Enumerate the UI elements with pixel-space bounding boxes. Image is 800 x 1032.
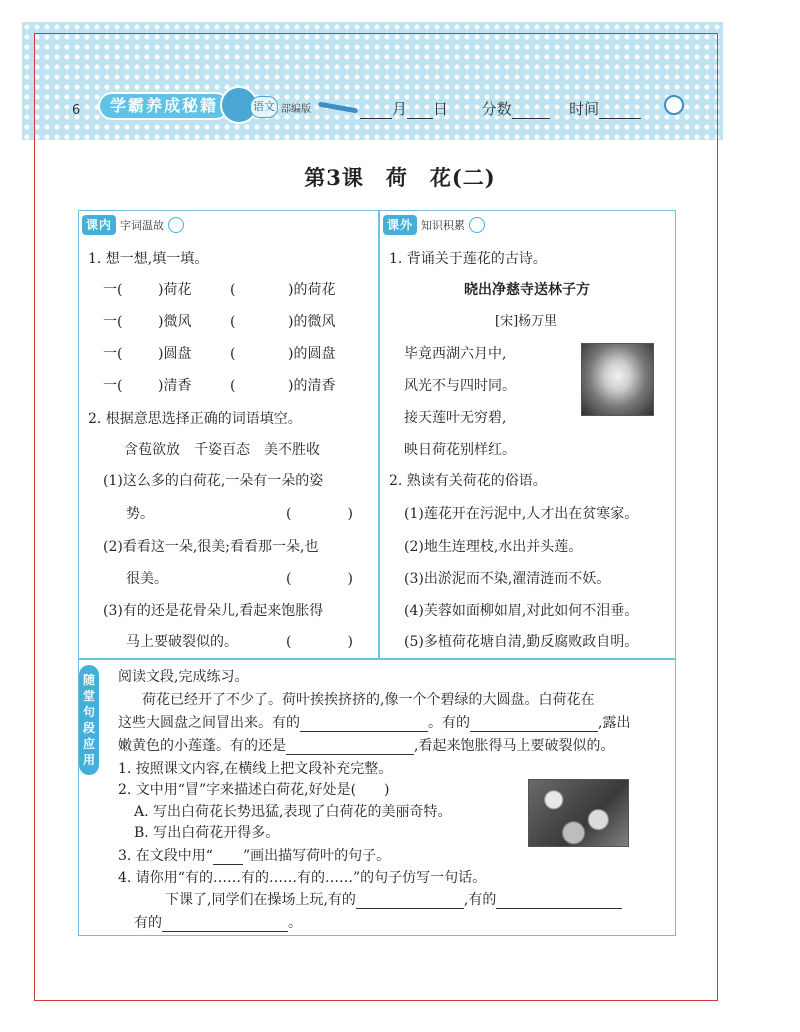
- q1-cell[interactable]: )荷花: [158, 282, 192, 298]
- score-blank[interactable]: [512, 104, 550, 119]
- q1-cell[interactable]: )的清香: [288, 378, 336, 394]
- q4-text: 。: [288, 915, 302, 931]
- q2-item-line2: 势。: [126, 506, 154, 522]
- q1-cell[interactable]: )微风: [158, 314, 192, 330]
- month-label: 月: [392, 100, 408, 118]
- book-icon: [168, 217, 184, 233]
- edition-label: 部编版: [281, 104, 311, 115]
- passage-blank[interactable]: [286, 739, 414, 755]
- passage-text: 嫩黄色的小莲蓬。有的还是: [118, 738, 286, 754]
- saying-item: (2)地生连理枝,水出并头莲。: [404, 539, 583, 555]
- q2-option-a[interactable]: A. 写出白荷花长势迅猛,表现了白荷花的美丽奇特。: [134, 804, 452, 820]
- right-tag-text: 知识积累: [421, 219, 466, 232]
- day-label: 日: [433, 100, 449, 118]
- q1-cell: 一(: [103, 378, 123, 394]
- saying-item: (3)出淤泥而不染,濯清涟而不妖。: [404, 571, 611, 587]
- passage-text: 这些大圆盘之间冒出来。有的: [118, 715, 300, 731]
- passage-text: 。有的: [428, 715, 470, 731]
- side-label: [79, 665, 99, 775]
- q1-cell: (: [230, 346, 236, 362]
- poem-line: 映日荷花别样红。: [404, 442, 516, 458]
- q4-text: 有的: [134, 915, 162, 931]
- right-q2-title: 2. 熟读有关荷花的俗语。: [389, 473, 547, 489]
- q2-answer-paren[interactable]: ( ): [286, 506, 353, 522]
- month-blank[interactable]: [360, 104, 392, 119]
- word-bank: 含苞欲放 千姿百态 美不胜收: [124, 442, 320, 458]
- passage-line: [118, 737, 614, 755]
- page-number: 6: [72, 103, 81, 118]
- q1-cell[interactable]: )清香: [158, 378, 192, 394]
- saying-item: (5)多植荷花塘自清,勤反腐败政自明。: [404, 634, 639, 650]
- side-label-char: 应: [82, 737, 95, 751]
- clock-icon: [664, 95, 684, 115]
- day-blank[interactable]: [407, 104, 433, 119]
- reading-instruction: 阅读文段,完成练习。: [118, 669, 249, 685]
- left-q1-title: 1. 想一想,填一填。: [88, 251, 209, 267]
- left-q2-title: 2. 根据意思选择正确的词语填空。: [88, 411, 302, 427]
- q2-answer-paren[interactable]: ( ): [286, 571, 353, 587]
- lotus-pond-photo: [528, 779, 629, 847]
- bottom-q2: 2. 文中用“冒”字来描述白荷花,好处是( ): [118, 782, 390, 798]
- q3-line-sample: [213, 852, 243, 865]
- side-label-char: 句: [82, 705, 95, 719]
- q1-cell: 一(: [103, 314, 123, 330]
- q4-blank[interactable]: [356, 893, 464, 909]
- lotus-photo: [581, 343, 654, 416]
- q2-answer-paren[interactable]: ( ): [286, 634, 353, 650]
- side-label-char: 段: [82, 721, 95, 735]
- subject-badge: 语文: [250, 96, 278, 118]
- q4-line: [134, 914, 302, 932]
- q1-cell: 一(: [103, 282, 123, 298]
- q4-blank[interactable]: [496, 893, 622, 909]
- side-label-char: 堂: [82, 689, 95, 703]
- lesson-title: 第3课 荷 花(二): [304, 165, 496, 190]
- q1-cell: (: [230, 314, 236, 330]
- passage-text: ,看起来饱胀得马上要破裂似的。: [414, 738, 615, 754]
- right-q1-title: 1. 背诵关于莲花的古诗。: [389, 251, 547, 267]
- q1-cell: 一(: [103, 346, 123, 362]
- q3-text: 3. 在文段中用“: [118, 848, 213, 864]
- q2-option-b[interactable]: B. 写出白荷花开得多。: [134, 825, 280, 841]
- score-label: 分数: [481, 100, 512, 118]
- passage-line: 荷花已经开了不少了。荷叶挨挨挤挤的,像一个个碧绿的大圆盘。白荷花在: [142, 692, 595, 708]
- q1-cell[interactable]: )的荷花: [288, 282, 336, 298]
- q1-cell[interactable]: )的微风: [288, 314, 336, 330]
- passage-blank[interactable]: [300, 716, 428, 732]
- q1-cell: (: [230, 378, 236, 394]
- q1-cell[interactable]: )圆盘: [158, 346, 192, 362]
- passage-blank[interactable]: [470, 716, 598, 732]
- bottom-q4: 4. 请你用“有的……有的……有的……”的句子仿写一句话。: [118, 870, 487, 886]
- q1-cell[interactable]: )的圆盘: [288, 346, 336, 362]
- q4-text: 下课了,同学们在操场上玩,有的: [165, 892, 356, 908]
- poem-title: 晓出净慈寺送林子方: [464, 282, 590, 298]
- brand-title: 学霸养成秘籍: [98, 92, 230, 120]
- poem-line: 风光不与四时同。: [404, 378, 516, 394]
- passage-text: ,露出: [598, 715, 631, 731]
- right-tag-badge: 课外: [383, 215, 417, 235]
- saying-item: (4)芙蓉如面柳如眉,对此如何不泪垂。: [404, 603, 639, 619]
- bottom-q3: [118, 847, 390, 865]
- q4-text: ,有的: [463, 892, 497, 908]
- poem-line: 毕竟西湖六月中,: [404, 346, 507, 362]
- book-icon: [469, 217, 485, 233]
- left-tag-badge: 课内: [82, 215, 116, 235]
- saying-item: (1)莲花开在污泥中,人才出在贫寒家。: [404, 506, 639, 522]
- poem-line: 接天莲叶无穷碧,: [404, 410, 507, 426]
- time-label: 时间: [569, 100, 600, 118]
- q1-cell: (: [230, 282, 236, 298]
- side-label-char: 用: [82, 753, 95, 767]
- q2-item-line1: (2)看看这一朵,很美;看看那一朵,也: [103, 539, 319, 555]
- date-score-row: [360, 98, 641, 119]
- q4-line: [165, 891, 622, 909]
- q2-item-line2: 马上要破裂似的。: [126, 634, 238, 650]
- q2-item-line2: 很美。: [126, 571, 168, 587]
- q2-item-line1: (3)有的还是花骨朵儿,看起来饱胀得: [103, 603, 324, 619]
- section-divider: [78, 658, 676, 660]
- time-blank[interactable]: [599, 104, 641, 119]
- column-divider: [378, 210, 380, 659]
- left-tag-text: 字词温故: [120, 219, 165, 232]
- q4-blank[interactable]: [162, 916, 288, 932]
- passage-line: [118, 714, 630, 732]
- right-section-tag: [383, 214, 485, 236]
- q2-item-line1: (1)这么多的白荷花,一朵有一朵的姿: [103, 473, 324, 489]
- poem-author: [宋]杨万里: [495, 314, 558, 329]
- q3-text: ”画出描写荷叶的句子。: [242, 848, 391, 864]
- side-label-char: 随: [82, 673, 95, 687]
- bottom-q1: 1. 按照课文内容,在横线上把文段补充完整。: [118, 761, 393, 777]
- left-section-tag: [82, 214, 184, 236]
